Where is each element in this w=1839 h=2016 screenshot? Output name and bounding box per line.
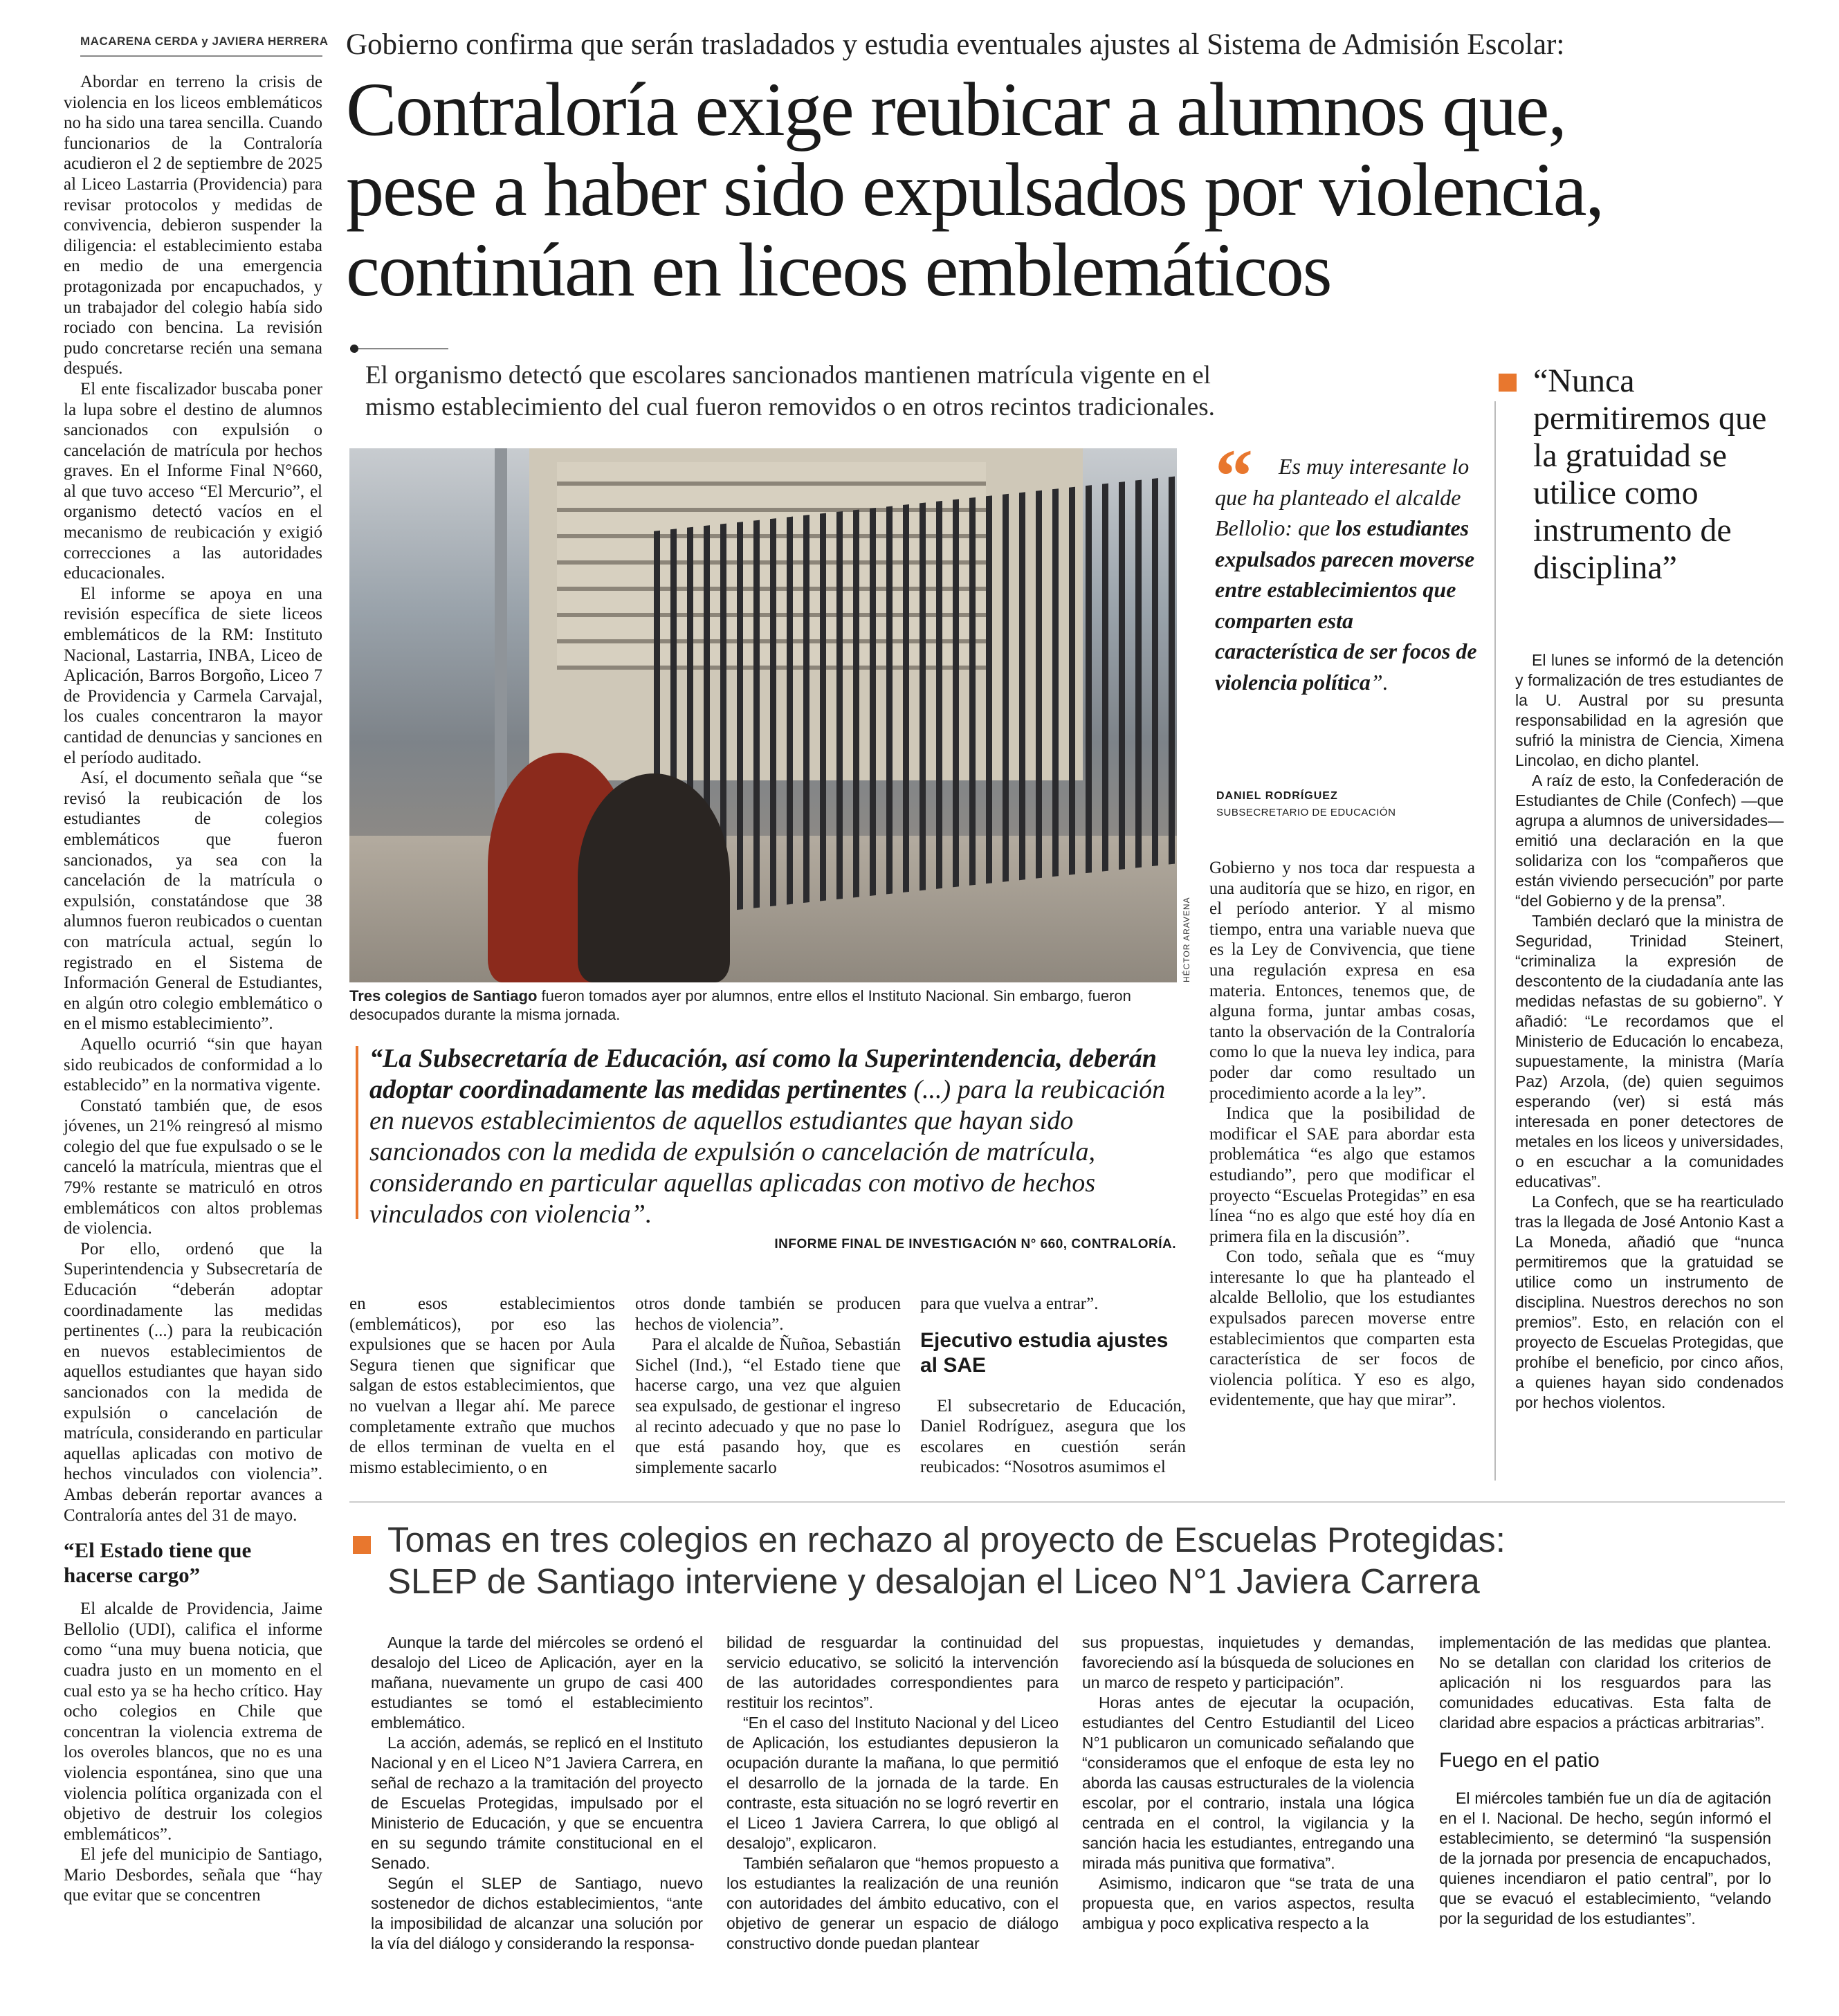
side-quote-role: SUBSECRETARIO DE EDUCACIÓN <box>1216 807 1396 818</box>
side-quote-part1: Es muy interesante lo que ha planteado el alcalde Bellolio: que <box>1215 454 1470 540</box>
right-mid-column <box>1209 858 1475 1411</box>
bottom-headline-line-1: Tomas en tres colegios en rechazo al proyecto de Escuelas Protegidas: <box>387 1520 1506 1559</box>
bottom-paragraph: Asimismo, indicaron que “se trata de una propuesta que, en varios aspectos, resulta ambigua y poco explicativa respecto a la <box>1082 1874 1414 1932</box>
sidebar-paragraph: El lunes se informó de la detención y formalización de tres estudiantes de la U. Austral por su presunta responsabilidad en la agresión que sufrió la ministra de Ciencia, Ximena Lincolao, en dicho plantel. <box>1515 651 1784 769</box>
left-column <box>64 72 322 1906</box>
bottom-column-2 <box>726 1633 1059 1954</box>
headline <box>346 69 1799 310</box>
mid-paragraph: en esos establecimientos (emblemáticos), por eso las expulsiones que se hacen por Aula Segura tienen que significar que salgan de estos establecimientos, que no vuelvan a llegar ahí. Me parece completamente extraño que muchos de ellos terminan de vuelta en el mismo establecimiento, o en <box>349 1294 615 1477</box>
sidebar-square-icon <box>1499 374 1517 392</box>
headline-line-2: pese a haber sido expulsados por violencia, <box>346 147 1604 232</box>
right-mid-paragraph: Gobierno y nos toca dar respuesta a una auditoría que se hizo, en rigor, en el período anterior. Y al mismo tiempo, entra una variable nueva que es la Ley de Convivencia, que tiene una regulación expresa en esa materia. Entonces, tenemos que, de alguna forma, juntar ambas cosas, tanto la observación de la Contraloría como lo que la nueva ley indica, para poder dar como resultado un procedimiento acorde a la ley”. <box>1209 859 1475 1103</box>
sidebar-divider <box>1494 401 1496 1481</box>
deck-line-1: El organismo detectó que escolares sancionados mantienen matrícula vigente en el <box>365 361 1211 390</box>
mid-paragraph: El subsecretario de Educación, Daniel Rodríguez, asegura que los escolares en cuestión serán reubicados: “Nosotros asumimos el <box>920 1396 1186 1477</box>
deck <box>365 360 1458 423</box>
mid-column-3 <box>920 1294 1186 1478</box>
sidebar-paragraph: A raíz de esto, la Confederación de Estudiantes de Chile (Confech) —que agrupa a alumnos de universidades— emitió una declaración en la que solidariza con los “compañeros que están viviendo persecución” por parte “del Gobierno y de la prensa”. <box>1515 771 1784 910</box>
sidebar-paragraph: También declaró que la ministra de Seguridad, Trinidad Steinert, “criminaliza la expresión de descontento de la ciudadanía ante las medidas nefastas de su gobierno”. Y añadió: “Le recordamos que el Ministerio de Educación lo encabeza, supuestamente, la ministra (María Paz) Arzola, (de) quien seguimos esperando (ver) si está más interesada en poner detectores de metales en los liceos y universidades, o en escuchar a la comunidades educativas”. <box>1515 912 1784 1191</box>
bottom-paragraph: El miércoles también fue un día de agitación en el I. Nacional. De hecho, según informó el establecimiento, se determinó “la suspensión de la jornada por presencia de encapuchados, quienes incendiaron el patio central”, por lo que se evacuó el establecimiento, “velando por la seguridad de los estudiantes”. <box>1439 1789 1771 1927</box>
sidebar-column <box>1515 650 1784 1413</box>
bottom-column-3 <box>1082 1633 1414 1934</box>
deck-rule <box>358 348 448 349</box>
bottom-subhead: Fuego en el patio <box>1439 1749 1600 1772</box>
left-paragraph: El jefe del municipio de Santiago, Mario Desbordes, señala que “hay que evitar que se concentren <box>64 1845 322 1905</box>
headline-line-1: Contraloría exige reubicar a alumnos que, <box>346 67 1566 152</box>
bottom-column-4 <box>1439 1633 1771 1929</box>
mid-column-1 <box>349 1294 615 1478</box>
deck-bullet <box>350 345 358 353</box>
photo-fence <box>654 476 1177 918</box>
news-photo <box>349 448 1177 982</box>
right-mid-paragraph: Indica que la posibilidad de modificar el SAE para abordar esta problemática “es algo que estamos estudiando”, pero que modificar el proyecto “Escuelas Protegidas” en esa línea “no es algo que esté hoy día en primera fila en la discusión”. <box>1209 1104 1475 1246</box>
side-quote-end: ”. <box>1370 669 1389 695</box>
headline-line-3: continúan en liceos emblemáticos <box>346 228 1331 312</box>
caption-lead: Tres colegios de Santiago <box>349 987 538 1005</box>
left-paragraph: Así, el documento señala que “se revisó la reubicación de los estudiantes de colegios emblemáticos que fueron sancionados, ya sea con la cancelación de la matrícula o expulsión, constatándose que 38 alumnos fueron reubicados o cuentan con matrícula actual, según lo registrado en el Sistema de Información General de Estudiantes, en algún otro colegio emblemático o en el mismo establecimiento”. <box>64 769 322 1034</box>
mid-paragraph: otros donde también se producen hechos de violencia”. <box>635 1294 901 1334</box>
byline-rule <box>80 55 322 57</box>
left-paragraph: Por ello, ordenó que la Superintendencia y Subsecretaría de Educación “deberán adoptar coordinadamente las medidas pertinentes (...) para la reubicación en nuevos establecimientos de aquellos estudiantes que hayan sido sancionados con la medida de expulsión o cancelación de matrícula, considerando en particular aquellas aplicadas con motivo de hechos vinculados con violencia”. Ambas deberán reportar avances a Contraloría antes del 31 de mayo. <box>64 1239 322 1525</box>
mid-subhead: Ejecutivo estudia ajustes al SAE <box>920 1328 1169 1377</box>
deck-line-2: mismo establecimiento del cual fueron removidos o en otros recintos tradicionales. <box>365 393 1215 421</box>
bottom-paragraph: Según el SLEP de Santiago, nuevo sostenedor de dichos establecimientos, “ante la imposibilidad de alcanzar una solución por la vía del diálogo y considerando la responsa- <box>371 1874 703 1952</box>
pull-quote-rest: (...) para la reubicación en nuevos establecimientos de aquellos estudiantes que hayan sido sancionados con la medida de expulsión o cancelación de matrícula, considerando en particular aquellas aplicadas con motivo de hechos vinculados con violencia”. <box>369 1075 1166 1229</box>
sidebar-paragraph: La Confech, que se ha rearticulado tras la llegada de José Antonio Kast a La Moneda, añadió que “nunca permitiremos que la gratuidad se utilice como un instrumento de disciplina. Nuestros derechos no son premios”. Esto, en relación con el proyecto de Escuelas Protegidas, que prohíbe el beneficio, por cinco años, a quienes hayan sido condenados por hechos violentos. <box>1515 1193 1784 1411</box>
caption-text: fueron tomados ayer por alumnos, entre ellos el Instituto Nacional. Sin embargo, fueron desocupados durante la misma jornada. <box>349 987 1131 1023</box>
bottom-paragraph: “En el caso del Instituto Nacional y del Liceo de Aplicación, los estudiantes depusieron la ocupación durante la mañana, lo que permitió el desarrollo de la jornada de la tarde. En contraste, esta situación no se logró revertir en el Liceo 1 Javiera Carrera, lo que obligó al desalojo”, explicaron. <box>726 1714 1059 1852</box>
left-paragraph: El informe se apoya en una revisión específica de siete liceos emblemáticos de la RM: Instituto Nacional, Lastarria, INBA, Liceo de Aplicación, Barros Borgoño, Liceo 7 de Providencia y Carmela Carvajal, los cuales concentraron la mayor cantidad de denuncias y sanciones en el período auditado. <box>64 584 322 767</box>
sidebar-quote: “Nunca permitiremos que la gratuidad se utilice como instrumento de disciplina” <box>1533 363 1767 586</box>
mid-paragraph: para que vuelva a entrar”. <box>920 1294 1099 1313</box>
bottom-column-1 <box>371 1633 703 1954</box>
right-mid-paragraph: Con todo, señala que es “muy interesante lo que ha planteado el alcalde Bellolio, que los estudiantes expulsados parecen moverse entre establecimientos que comparten esta característica de ser focos de violencia política. Y eso es algo, evidentemente, que hay que mirar”. <box>1209 1247 1475 1410</box>
left-paragraph: Constató también que, de esos jóvenes, un 21% reingresó al mismo colegio del que fue expulsado o se le canceló la matrícula, mientras que el 79% restante se matriculó en otros emblemáticos con altos problemas de violencia. <box>64 1096 322 1238</box>
pull-quote-bar <box>356 1046 358 1219</box>
bottom-paragraph: También señalaron que “hemos propuesto a los estudiantes la realización de una reunión con autoridades del ámbito educativo, con el objetivo de generar un espacio de diálogo constructivo donde puedan plantear <box>726 1854 1059 1952</box>
bottom-paragraph: La acción, además, se replicó en el Instituto Nacional y en el Liceo N°1 Javiera Carrera, en señal de rechazo a la tramitación del proyecto de Escuelas Protegidas, impulsado por el Ministerio de Educación, y que se encuentra en su segundo trámite constitucional en el Senado. <box>371 1734 703 1872</box>
left-paragraph: El ente fiscalizador buscaba poner la lupa sobre el destino de alumnos sancionados con expulsión o cancelación de matrícula por hechos graves. En el Informe Final N°660, al que tuvo acceso “El Mercurio”, el organismo detectó vacíos en el mecanismo de reubicación y exigió correcciones a las autoridades educacionales. <box>64 379 322 583</box>
photo-credit: HÉCTOR ARAVENA <box>1182 897 1191 982</box>
pull-quote-attribution: INFORME FINAL DE INVESTIGACIÓN N° 660, CONTRALORÍA. <box>774 1237 1176 1252</box>
photo-caption <box>349 987 1177 1024</box>
photo-student-backpack <box>578 773 730 982</box>
left-subhead: “El Estado tiene que hacerse cargo” <box>64 1538 252 1588</box>
byline: MACARENA CERDA y JAVIERA HERRERA <box>80 35 329 48</box>
bottom-headline <box>387 1519 1792 1602</box>
side-quote <box>1215 451 1478 697</box>
mid-paragraph: Para el alcalde de Ñuñoa, Sebastián Sichel (Ind.), “el Estado tiene que hacerse cargo, una vez que alguien sea expulsado, de gestionar el ingreso al recinto adecuado y que no pase lo que está pasando hoy, que es simplemente sacarlo <box>635 1335 901 1477</box>
bottom-paragraph: bilidad de resguardar la continuidad del servicio educativo, se solicitó la intervención de las autoridades correspondientes para restituir los recintos”. <box>726 1633 1059 1712</box>
pull-quote <box>369 1043 1172 1230</box>
bottom-paragraph: Horas antes de ejecutar la ocupación, estudiantes del Centro Estudiantil del Liceo N°1 publicaron un comunicado señalando que “consideramos que el enfoque de esta ley no aborda las causas estructurales de la violencia escolar, por el contrario, instala una lógica centrada en el control, la vigilancia y la sanción hacia les estudiantes, entregando una mirada más punitiva que formativa”. <box>1082 1694 1414 1872</box>
left-paragraph: Abordar en terreno la crisis de violencia en los liceos emblemáticos no ha sido una tarea sencilla. Cuando funcionarios de la Contraloría acudieron el 2 de septiembre de 2025 al Liceo Lastarria (Providencia) para revisar protocolos y medidas de convivencia, debieron suspender la diligencia: el establecimiento estaba en medio de una emergencia protagonizada por encapuchados, y un trabajador del colegio había sido rociado con bencina. La revisión pudo concretarse recién una semana después. <box>64 73 322 378</box>
side-quote-name: DANIEL RODRÍGUEZ <box>1216 790 1338 802</box>
bottom-paragraph: implementación de las medidas que plantea. No se detallan con claridad los criterios de aplicación ni los resguardos para las comunidades educativas. Esta falta de claridad abre espacios a prácticas arbitrarias”. <box>1439 1633 1771 1732</box>
bottom-story-rule <box>349 1501 1785 1503</box>
quote-mark-icon: “ <box>1215 434 1253 518</box>
bottom-square-icon <box>353 1536 371 1554</box>
kicker: Gobierno confirma que serán trasladados y estudia eventuales ajustes al Sistema de Admisión Escolar: <box>346 28 1565 61</box>
bottom-paragraph: sus propuestas, inquietudes y demandas, favoreciendo así la búsqueda de soluciones en un marco de respeto y participación”. <box>1082 1633 1414 1692</box>
bottom-headline-line-2: SLEP de Santiago interviene y desalojan el Liceo N°1 Javiera Carrera <box>387 1561 1480 1601</box>
left-paragraph: El alcalde de Providencia, Jaime Bellolio (UDI), califica el informe como “una muy buena noticia, que cuadra justo en un momento en el cual esto ya se ha hecho crítico. Hay ocho colegios en Chile que concentran la violencia extrema de los overoles blancos, que no es una violencia espontánea, sino que una violencia política organizada con el objetivo de destruir los colegios emblemáticos”. <box>64 1600 322 1844</box>
left-paragraph: Aquello ocurrió “sin que hayan sido reubicados de conformidad a lo establecido” en la normativa vigente. <box>64 1034 322 1095</box>
pull-quote-bold: “La Subsecretaría de Educación, así como la Superintendencia, deberán adoptar coordinadamente las medidas pertinentes <box>369 1044 1157 1104</box>
side-quote-bold: los estudiantes expulsados parecen moverse entre establecimientos que comparten esta característica de ser focos de violencia política <box>1215 515 1477 695</box>
mid-column-2 <box>635 1294 901 1478</box>
bottom-paragraph: Aunque la tarde del miércoles se ordenó el desalojo del Liceo de Aplicación, ayer en la mañana, nuevamente un grupo de casi 400 estudiantes se tomó el establecimiento emblemático. <box>371 1633 703 1732</box>
